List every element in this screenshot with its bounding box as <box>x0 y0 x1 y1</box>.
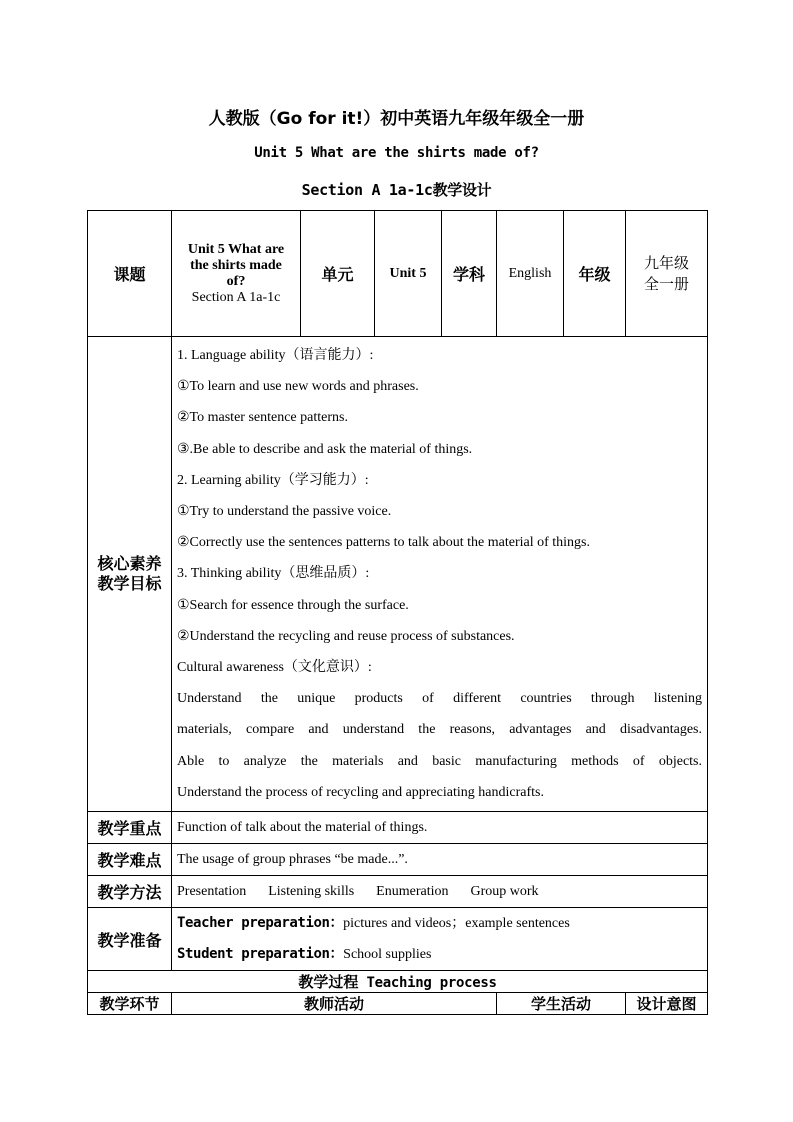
subject-label: 学科 <box>442 211 497 337</box>
preparation-label: 教学准备 <box>88 908 172 971</box>
topic-value <box>172 211 301 337</box>
method-item: Listening skills <box>268 883 355 899</box>
teacher-prep-label: Teacher preparation： <box>177 915 344 932</box>
process-title <box>88 971 708 993</box>
objective-line: 2. Learning ability（学习能力）: <box>177 472 369 488</box>
methods-row <box>88 876 708 908</box>
lesson-plan-table <box>87 210 708 1015</box>
method-item: Group work <box>470 883 539 899</box>
grade-line-2: 全一册 <box>643 274 689 293</box>
info-row <box>88 211 708 337</box>
subject-value: English <box>497 211 564 337</box>
cultural-line: Understand the process of recycling and appreciating handicrafts. <box>177 784 544 800</box>
cultural-line: Able to analyze the materials and basic manufacturing methods of objects. <box>177 753 702 769</box>
key-points-row <box>88 812 708 844</box>
document-title: 人教版（Go for it!）初中英语九年级年级全一册 <box>208 109 585 129</box>
grade-line-1: 九年级 <box>643 253 689 272</box>
objectives-label <box>88 337 172 812</box>
cultural-line: materials, compare and understand the reasons, advantages and disadvantages. <box>177 722 702 738</box>
teacher-activity-header: 教师活动 <box>172 993 497 1015</box>
cultural-line: Understand the unique products of different countries through listening <box>177 691 702 707</box>
preparation-value <box>172 908 708 971</box>
stage-header: 教学环节 <box>88 993 172 1015</box>
unit-value: Unit 5 <box>375 211 442 337</box>
unit-label: 单元 <box>301 211 375 337</box>
objective-line: ②To master sentence patterns. <box>177 410 348 426</box>
objective-line: Cultural awareness（文化意识）: <box>177 660 372 676</box>
difficulties-row <box>88 844 708 876</box>
objective-line: ③.Be able to describe and ask the material of things. <box>177 441 473 457</box>
objective-line: ②Correctly use the sentences patterns to talk about the material of things. <box>177 535 590 551</box>
design-intent-header: 设计意图 <box>626 993 708 1015</box>
teacher-prep-value: pictures and videos；example sentences <box>343 916 570 932</box>
method-item: Enumeration <box>376 883 449 899</box>
objective-line: 1. Language ability（语言能力）: <box>177 348 374 363</box>
methods-label: 教学方法 <box>88 876 172 908</box>
topic-section: Section A 1a-1c <box>191 289 281 305</box>
student-prep-label: Student preparation： <box>177 946 344 963</box>
objective-line: ①Try to understand the passive voice. <box>177 504 392 520</box>
method-item: Presentation <box>177 883 247 899</box>
student-activity-header: 学生活动 <box>497 993 626 1015</box>
grade-value <box>626 211 708 337</box>
topic-label: 课题 <box>88 211 172 337</box>
preparation-row <box>88 908 708 971</box>
student-prep-value: School supplies <box>343 947 432 963</box>
topic-line-1: Unit 5 What are <box>187 241 285 257</box>
key-points-label: 教学重点 <box>88 812 172 844</box>
process-title-en: Teaching process <box>358 975 497 992</box>
topic-line-3: of? <box>226 273 246 289</box>
objective-line: 3. Thinking ability（思维品质）: <box>177 566 370 582</box>
process-title-row <box>88 971 708 993</box>
unit-title: Unit 5 What are the shirts made of? <box>254 145 539 161</box>
objectives-label-line-2: 教学目标 <box>97 574 162 594</box>
topic-line-2: the shirts made <box>190 257 282 273</box>
section-title: Section A 1a-1c教学设计 <box>301 181 492 199</box>
objective-line: ②Understand the recycling and reuse process of substances. <box>177 628 515 644</box>
process-title-zh: 教学过程 <box>298 973 359 992</box>
difficulties-label: 教学难点 <box>88 844 172 876</box>
objectives-row <box>88 337 708 812</box>
objectives-label-line-1: 核心素养 <box>97 554 162 574</box>
grade-label: 年级 <box>564 211 626 337</box>
methods-value <box>172 876 708 908</box>
objective-line: ①To learn and use new words and phrases. <box>177 379 419 395</box>
objective-line: ①Search for essence through the surface. <box>177 597 409 613</box>
difficulties-value: The usage of group phrases “be made...”. <box>172 844 708 876</box>
process-header-row <box>88 993 708 1015</box>
objectives-content <box>172 337 708 812</box>
key-points-value: Function of talk about the material of things. <box>172 812 708 844</box>
